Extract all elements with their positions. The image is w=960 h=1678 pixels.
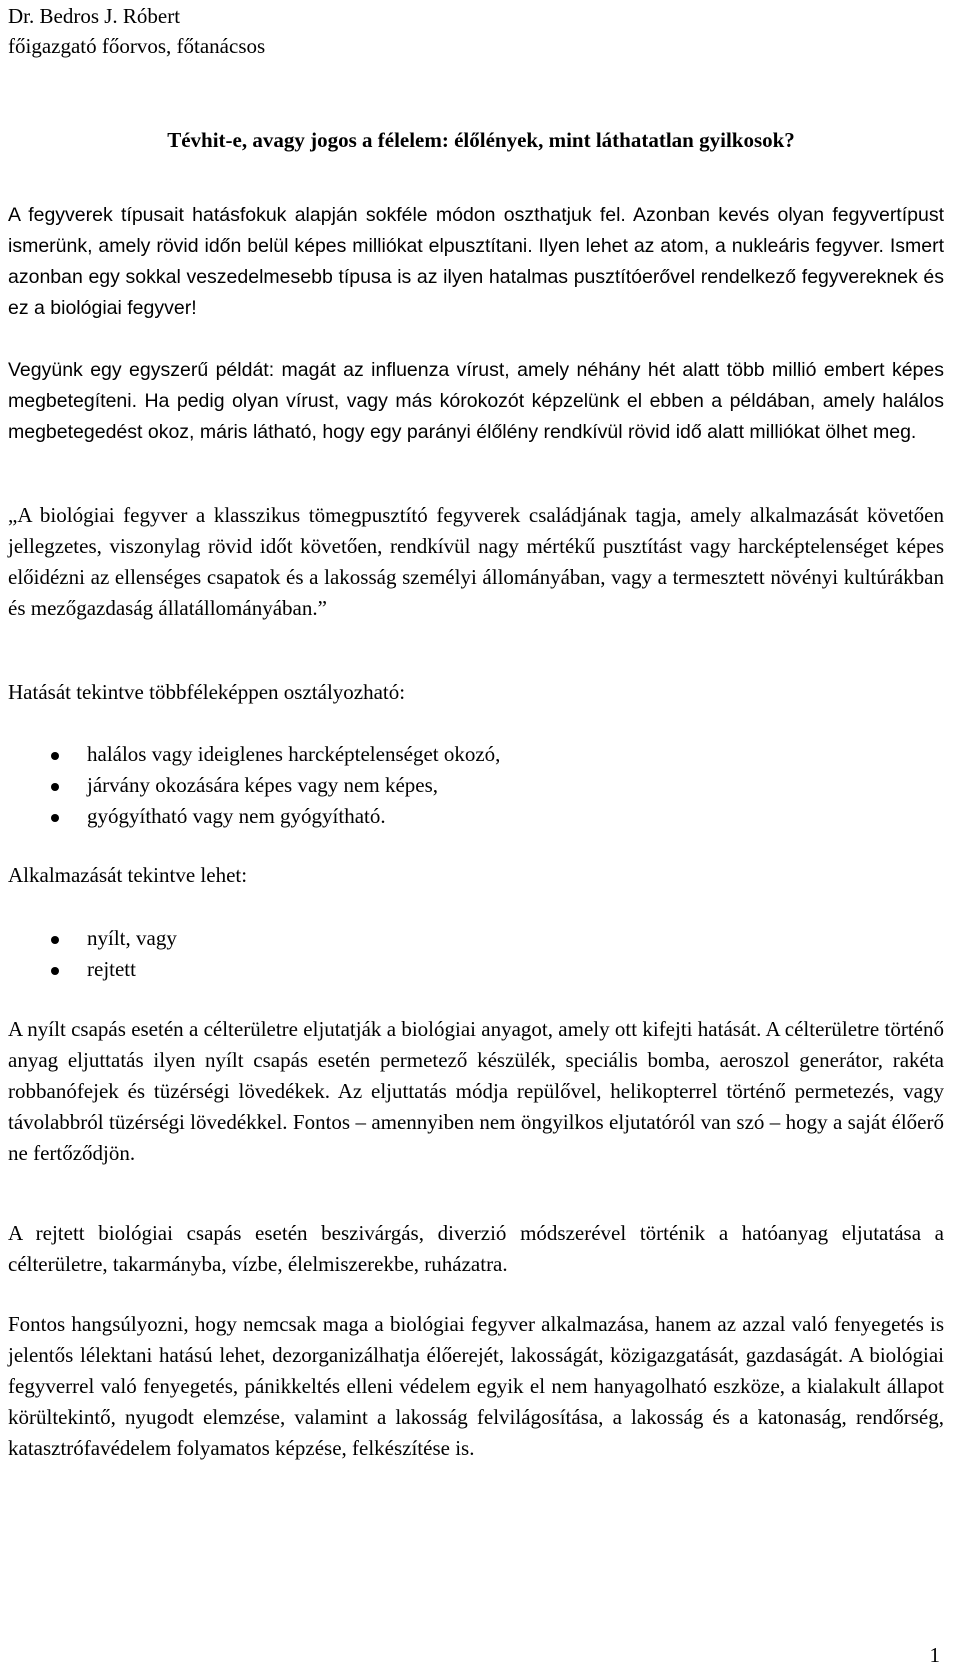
effect-list-item: gyógyítható vagy nem gyógyítható. [8,801,500,832]
usage-list-item: rejtett [8,954,177,985]
page-number: 1 [929,1643,940,1667]
threat-paragraph: Fontos hangsúlyozni, hogy nemcsak maga a biológiai fegyver alkalmazása, hanem az azzal való fenyegetés is jelentős lélektani hatású lehet, dezorganizálhatja élőerejét, lakosságát, közigazgatását, gazdaságát. A biológiai fegyverrel való fenyegetés, pánikkeltés elleni védelem egyik el nem hanyagolható eszköze, a kialakult állapot körültekintő, nyugodt elemzése, valamint a lakosság felvilágosítása, a lakosság és a katonaság, rendőrség, katasztrófavédelem folyamatos képzése, felkészítése is. [8,1312,944,1460]
effect-list [8,739,500,832]
effect-list-item: halálos vagy ideiglenes harcképtelenséget okozó, [8,739,500,770]
effect-heading: Hatását tekintve többféleképpen osztályozható: [8,680,406,704]
intro-paragraph-1: A fegyverek típusait hatásfokuk alapján sokféle módon oszthatjuk fel. Azonban kevés olyan fegyvertípust ismerünk, amely rövid időn belül képes milliókat elpusztítani. Ilyen lehet az atom, a nukleáris fegyver. Ismert azonban egy sokkal veszedelmesebb típusa is az ilyen hatalmas pusztítóerővel rendelkező fegyvereknek és ez a biológiai fegyver! [8,204,944,319]
intro-paragraph-2: Vegyünk egy egyszerű példát: magát az influenza vírust, amely néhány hét alatt több millió embert képes megbetegíteni. Ha pedig olyan vírust, vagy más kórokozót képzelünk el ebben a példában, amely halálos megbetegedést okoz, máris látható, hogy egy parányi élőlény rendkívül rövid idő alatt milliókat ölhet meg. [8,359,944,443]
usage-list-item: nyílt, vagy [8,923,177,954]
document-title: Tévhit-e, avagy jogos a félelem: élőlények, mint láthatatlan gyilkosok? [167,128,795,152]
usage-heading: Alkalmazását tekintve lehet: [8,863,248,887]
author-name: Dr. Bedros J. Róbert [8,4,181,28]
hidden-attack-paragraph: A rejtett biológiai csapás esetén beszivárgás, diverzió módszerével történik a hatóanyag eljutatása a célterületre, takarmányba, vízbe, élelmiszerekbe, ruházatra. [8,1221,944,1276]
usage-list [8,923,177,985]
definition-quote: „A biológiai fegyver a klasszikus tömegpusztító fegyverek családjának tagja, amely alkalmazását követően jellegzetes, viszonylag rövid időt követően, rendkívül nagy mértékű pusztítást vagy harcképtelenséget képes előidézni az ellenséges csapatok és a lakosság személyi állományában, vagy a termesztett növényi kultúrákban és mezőgazdaság állatállományában.” [8,503,944,620]
author-block [8,1,265,61]
author-role: főigazgató főorvos, főtanácsos [8,34,266,58]
effect-list-item: járvány okozására képes vagy nem képes, [8,770,500,801]
open-attack-paragraph: A nyílt csapás esetén a célterületre eljutatják a biológiai anyagot, amely ott kifejti hatását. A célterületre történő anyag eljuttatás ilyen nyílt csapás esetén permetező készülék, speciális bomba, aeroszol generátor, rakéta robbanófejek és tüzérségi lövedékek. Az eljuttatás módja repülővel, helikopterrel történő permetezés, vagy távolabbról tüzérségi lövedékkel. Fontos – amennyiben nem öngyilkos eljutatóról van szó – hogy a saját élőerő ne fertőződjön. [8,1017,944,1165]
